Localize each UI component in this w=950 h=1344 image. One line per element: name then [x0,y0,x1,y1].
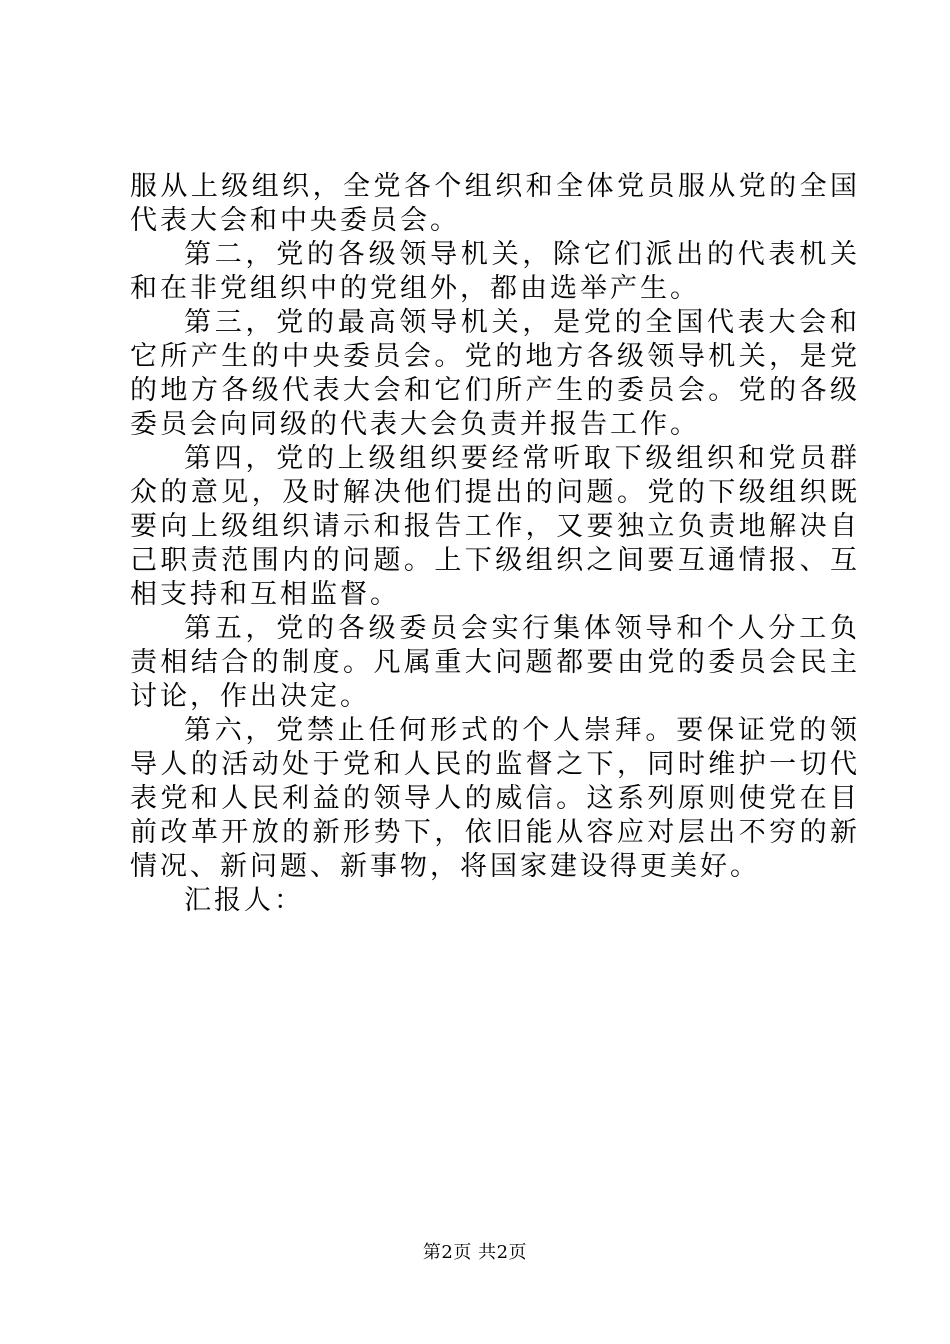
page-number: 第2页 共2页 [422,1242,528,1263]
paragraph-fourth-principle: 第四，党的上级组织要经常听取下级组织和党员群众的意见，及时解决他们提出的问题。党的下级组织既要向上级组织请示和报告工作，又要独立负责地解决自己职责范围内的问题。上下级组织之间要互通情报、互相支持和互相监督。 [130,443,860,610]
paragraph-sixth-principle: 第六，党禁止任何形式的个人崇拜。要保证党的领导人的活动处于党和人民的监督之下，同时维护一切代表党和人民利益的领导人的威信。这系列原则使党在目前改革开放的新形势下，依旧能从容应对层出不穷的新情况、新问题、新事物，将国家建设得更美好。 [130,715,860,882]
paragraph-continuation: 服从上级组织，全党各个组织和全体党员服从党的全国代表大会和中央委员会。 [130,171,860,236]
paragraph-third-principle: 第三，党的最高领导机关，是党的全国代表大会和它所产生的中央委员会。党的地方各级领导机关，是党的地方各级代表大会和它们所产生的委员会。党的各级委员会向同级的代表大会负责并报告工作。 [130,307,860,440]
paragraph-second-principle: 第二，党的各级领导机关，除它们派出的代表机关和在非党组织中的党组外，都由选举产生。 [130,239,860,304]
paragraph-fifth-principle: 第五，党的各级委员会实行集体领导和个人分工负责相结合的制度。凡属重大问题都要由党的委员会民主讨论，作出决定。 [130,613,860,712]
reporter-signature: 汇报人： [184,885,304,916]
document-body [130,170,860,918]
page-footer [0,1241,950,1265]
